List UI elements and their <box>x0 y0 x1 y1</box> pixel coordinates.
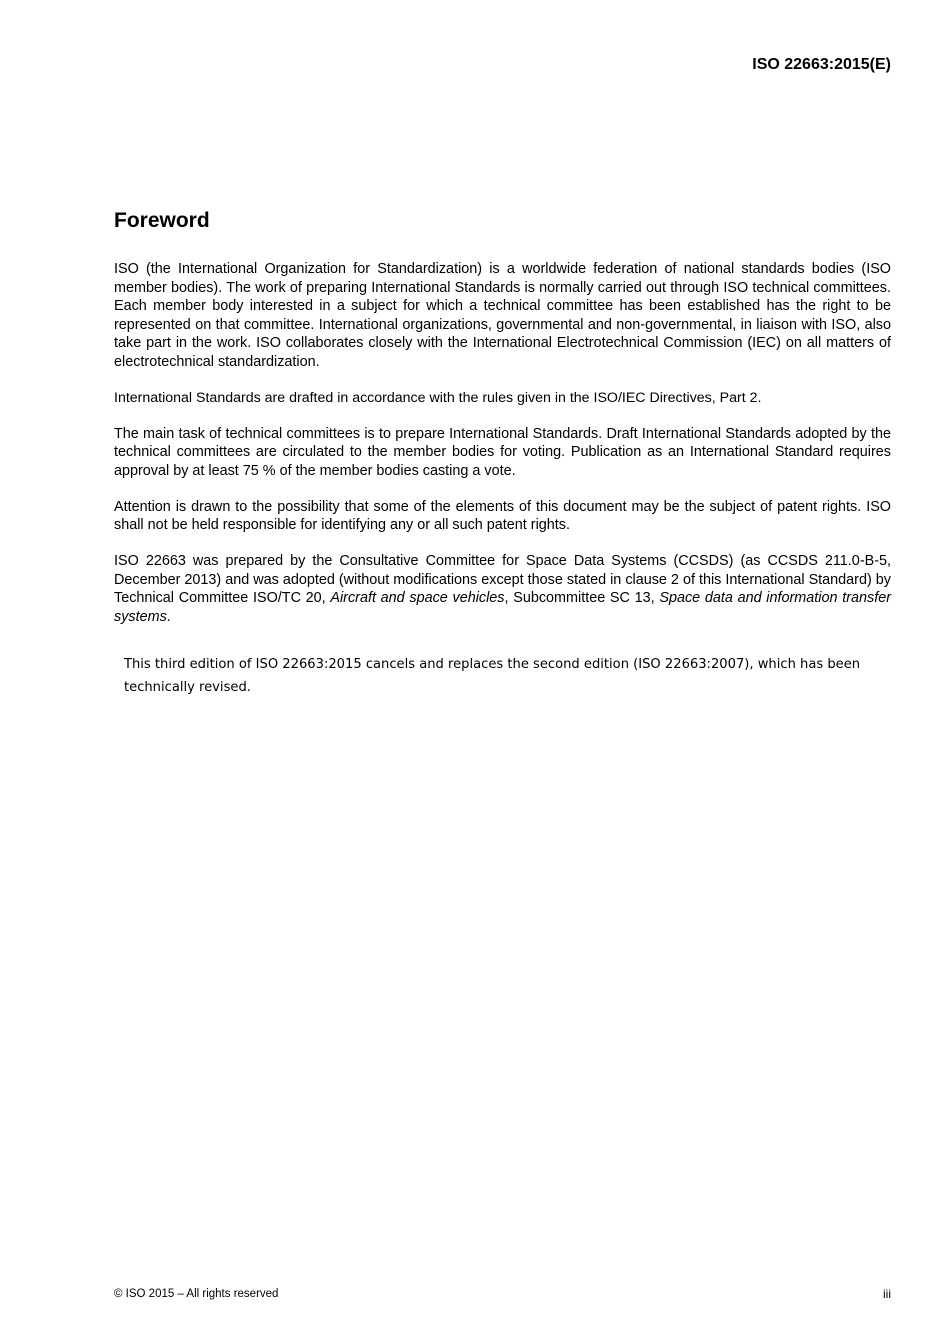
committee-name: Aircraft and space vehicles <box>330 590 505 606</box>
edition-note: This third edition of ISO 22663:2015 cancels and replaces the second edition (ISO 22663:2007), which has been technically revised. <box>124 657 861 695</box>
page-number: iii <box>883 1287 891 1301</box>
foreword-body <box>114 260 891 644</box>
copyright-notice: © ISO 2015 – All rights reserved <box>114 1288 279 1300</box>
prepared-text-part1: ISO 22663 was prepared by the Consultative Committee for Space Data Systems (CCSDS) (as CCSDS 211.0-B-5, December 2013) and was adopted (without modifications except those stated in clause 2 of this International Standard) by Technical Committee ISO/TC 20, <box>114 553 891 606</box>
document-reference: ISO 22663:2015(E) <box>752 56 891 73</box>
paragraph-patent-rights: Attention is drawn to the possibility that some of the elements of this document may be the subject of patent rights. ISO shall not be held responsible for identifying any or all such patent rights. <box>114 498 891 533</box>
prepared-text-part3: . <box>166 608 171 625</box>
paragraph-committee-task: The main task of technical committees is to prepare International Standards. Draft International Standards adopted by the technical committees are circulated to the member bodies for voting. Publication as an International Standard requires approval by at least 75 % of the member bodies casting a vote. <box>114 425 891 479</box>
prepared-text-part2: , Subcommittee SC 13, <box>504 590 660 606</box>
paragraph-iso-overview: ISO (the International Organization for Standardization) is a worldwide federation of national standards bodies (ISO member bodies). The work of preparing International Standards is normally carried out through ISO technical committees. Each member body interested in a subject for which a technical committee has been established has the right to be represented on that committee. International organizations, governmental and non-governmental, in liaison with ISO, also take part in the work. ISO collaborates closely with the International Electrotechnical Commission (IEC) on all matters of electrotechnical standardization. <box>114 261 891 370</box>
subcommittee-name: Space data and information transfer systems <box>114 590 891 625</box>
page-title: Foreword <box>114 209 210 232</box>
paragraph-prepared-by <box>114 552 891 626</box>
paragraph-directives: International Standards are drafted in accordance with the rules given in the ISO/IEC Directives, Part 2. <box>114 389 762 406</box>
